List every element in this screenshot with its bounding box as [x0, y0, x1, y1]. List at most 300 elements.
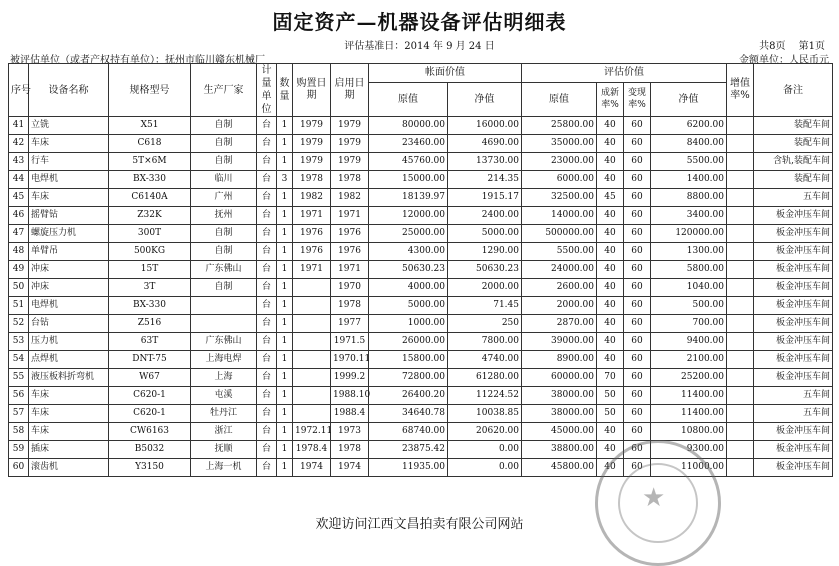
cell-unit: 台 [257, 243, 277, 261]
cell-e_orig: 35000.00 [522, 135, 597, 153]
cell-inc [727, 333, 754, 351]
cell-inc [727, 243, 754, 261]
col-eval-net: 净值 [651, 82, 727, 116]
cell-use: 1999.2 [331, 369, 369, 387]
cell-name: 车床 [29, 405, 109, 423]
cell-inc [727, 315, 754, 333]
cell-maker: 自制 [191, 135, 257, 153]
cell-unit: 台 [257, 261, 277, 279]
cell-b_orig: 26000.00 [369, 333, 448, 351]
cell-buy [293, 369, 331, 387]
cell-b_net: 0.00 [448, 441, 522, 459]
cell-chg: 60 [624, 153, 651, 171]
cell-name: 滚齿机 [29, 459, 109, 477]
cell-b_orig: 68740.00 [369, 423, 448, 441]
col-change-rate: 变现率% [624, 82, 651, 116]
cell-remark: 板金冲压车间 [754, 459, 833, 477]
cell-chg: 60 [624, 333, 651, 351]
cell-e_net: 700.00 [651, 315, 727, 333]
col-maker: 生产厂家 [191, 64, 257, 117]
col-book-value: 帐面价值 [369, 64, 522, 83]
cell-name: 电焊机 [29, 297, 109, 315]
cell-buy [293, 351, 331, 369]
cell-model: C618 [109, 135, 191, 153]
cell-e_net: 500.00 [651, 297, 727, 315]
cell-maker: 上海 [191, 369, 257, 387]
cell-remark: 板金冲压车间 [754, 261, 833, 279]
cell-name: 立铣 [29, 117, 109, 135]
cell-use: 1971 [331, 261, 369, 279]
cell-use: 1978 [331, 441, 369, 459]
cell-remark: 五车间 [754, 189, 833, 207]
cell-inc [727, 189, 754, 207]
cell-model: BX-330 [109, 297, 191, 315]
cell-use: 1988.10 [331, 387, 369, 405]
cell-b_net: 61280.00 [448, 369, 522, 387]
cell-remark: 装配车间 [754, 171, 833, 189]
cell-use: 1976 [331, 225, 369, 243]
cell-chg: 60 [624, 297, 651, 315]
cell-chg: 60 [624, 351, 651, 369]
cell-unit: 台 [257, 189, 277, 207]
cell-name: 车床 [29, 135, 109, 153]
cell-seq: 48 [9, 243, 29, 261]
cell-buy: 1979 [293, 153, 331, 171]
cell-new: 40 [597, 351, 624, 369]
table-row [9, 135, 833, 153]
cell-e_net: 2100.00 [651, 351, 727, 369]
cell-name: 插床 [29, 441, 109, 459]
cell-b_orig: 4000.00 [369, 279, 448, 297]
cell-name: 液压板料折弯机 [29, 369, 109, 387]
table-row [9, 297, 833, 315]
cell-e_orig: 24000.00 [522, 261, 597, 279]
cell-e_orig: 2870.00 [522, 315, 597, 333]
cell-qty: 1 [277, 297, 293, 315]
cell-use: 1970 [331, 279, 369, 297]
equipment-table [8, 63, 833, 477]
cell-buy: 1971 [293, 207, 331, 225]
cell-qty: 1 [277, 423, 293, 441]
cell-seq: 57 [9, 405, 29, 423]
cell-maker: 自制 [191, 117, 257, 135]
cell-new: 40 [597, 333, 624, 351]
cell-name: 压力机 [29, 333, 109, 351]
cell-maker: 自制 [191, 225, 257, 243]
cell-b_net: 1290.00 [448, 243, 522, 261]
cell-remark: 板金冲压车间 [754, 369, 833, 387]
table-row [9, 351, 833, 369]
cell-b_net: 13730.00 [448, 153, 522, 171]
cell-e_orig: 38000.00 [522, 387, 597, 405]
col-increase-rate: 增值率% [727, 64, 754, 117]
cell-model: C620-1 [109, 405, 191, 423]
cell-remark: 板金冲压车间 [754, 279, 833, 297]
cell-maker: 上海电焊 [191, 351, 257, 369]
cell-b_orig: 18139.97 [369, 189, 448, 207]
cell-unit: 台 [257, 369, 277, 387]
cell-e_net: 9400.00 [651, 333, 727, 351]
cell-new: 40 [597, 315, 624, 333]
col-book-net: 净值 [448, 82, 522, 116]
cell-seq: 43 [9, 153, 29, 171]
cell-unit: 台 [257, 279, 277, 297]
cell-new: 40 [597, 117, 624, 135]
cell-model: DNT-75 [109, 351, 191, 369]
cell-unit: 台 [257, 135, 277, 153]
col-seq: 序号 [9, 64, 29, 117]
cell-inc [727, 369, 754, 387]
cell-seq: 59 [9, 441, 29, 459]
cell-model: 3T [109, 279, 191, 297]
cell-seq: 50 [9, 279, 29, 297]
table-row [9, 225, 833, 243]
cell-b_net: 4740.00 [448, 351, 522, 369]
cell-qty: 1 [277, 405, 293, 423]
cell-maker [191, 315, 257, 333]
cell-remark: 含轨,装配车间 [754, 153, 833, 171]
cell-qty: 1 [277, 459, 293, 477]
cell-name: 冲床 [29, 261, 109, 279]
cell-new: 40 [597, 243, 624, 261]
cell-b_net: 250 [448, 315, 522, 333]
cell-seq: 49 [9, 261, 29, 279]
cell-e_orig: 14000.00 [522, 207, 597, 225]
cell-use: 1977 [331, 315, 369, 333]
cell-chg: 60 [624, 135, 651, 153]
col-buy-date: 购置日期 [293, 64, 331, 117]
table-row [9, 189, 833, 207]
cell-maker: 浙江 [191, 423, 257, 441]
cell-maker: 抚州 [191, 207, 257, 225]
cell-buy [293, 405, 331, 423]
cell-maker: 自制 [191, 279, 257, 297]
cell-e_net: 1400.00 [651, 171, 727, 189]
cell-model: Z516 [109, 315, 191, 333]
cell-model: Z32K [109, 207, 191, 225]
table-row [9, 423, 833, 441]
cell-chg: 60 [624, 315, 651, 333]
cell-chg: 60 [624, 189, 651, 207]
cell-remark: 板金冲压车间 [754, 225, 833, 243]
cell-chg: 60 [624, 423, 651, 441]
cell-qty: 1 [277, 333, 293, 351]
cell-use: 1978 [331, 171, 369, 189]
cell-inc [727, 297, 754, 315]
cell-seq: 53 [9, 333, 29, 351]
cell-model: BX-330 [109, 171, 191, 189]
cell-b_net: 11224.52 [448, 387, 522, 405]
cell-unit: 台 [257, 297, 277, 315]
cell-maker: 广州 [191, 189, 257, 207]
cell-new: 70 [597, 369, 624, 387]
cell-seq: 47 [9, 225, 29, 243]
cell-qty: 1 [277, 315, 293, 333]
cell-qty: 3 [277, 171, 293, 189]
cell-e_net: 8400.00 [651, 135, 727, 153]
cell-unit: 台 [257, 171, 277, 189]
table-row [9, 441, 833, 459]
cell-inc [727, 387, 754, 405]
col-use-date: 启用日期 [331, 64, 369, 117]
cell-b_orig: 45760.00 [369, 153, 448, 171]
cell-b_net: 10038.85 [448, 405, 522, 423]
cell-model: Y3150 [109, 459, 191, 477]
cell-new: 40 [597, 297, 624, 315]
cell-b_orig: 80000.00 [369, 117, 448, 135]
cell-b_net: 7800.00 [448, 333, 522, 351]
col-new-rate: 成新率% [597, 82, 624, 116]
cell-seq: 44 [9, 171, 29, 189]
cell-remark: 板金冲压车间 [754, 333, 833, 351]
cell-b_orig: 34640.78 [369, 405, 448, 423]
cell-seq: 51 [9, 297, 29, 315]
cell-qty: 1 [277, 279, 293, 297]
cell-maker [191, 297, 257, 315]
cell-e_orig: 38800.00 [522, 441, 597, 459]
cell-e_orig: 25800.00 [522, 117, 597, 135]
cell-chg: 60 [624, 207, 651, 225]
cell-seq: 42 [9, 135, 29, 153]
cell-inc [727, 171, 754, 189]
cell-seq: 60 [9, 459, 29, 477]
cell-use: 1982 [331, 189, 369, 207]
cell-chg: 60 [624, 243, 651, 261]
cell-inc [727, 351, 754, 369]
cell-chg: 60 [624, 117, 651, 135]
cell-maker: 自制 [191, 243, 257, 261]
col-eval-value: 评估价值 [522, 64, 727, 83]
cell-buy [293, 387, 331, 405]
footer-text: 欢迎访问江西文昌拍卖有限公司网站 [315, 517, 524, 532]
cell-unit: 台 [257, 459, 277, 477]
cell-buy: 1979 [293, 117, 331, 135]
cell-use: 1978 [331, 297, 369, 315]
cell-new: 40 [597, 153, 624, 171]
cell-qty: 1 [277, 369, 293, 387]
cell-qty: 1 [277, 135, 293, 153]
money-unit: 金额单位：人民币元 [739, 55, 829, 66]
cell-b_orig: 12000.00 [369, 207, 448, 225]
cell-buy: 1979 [293, 135, 331, 153]
cell-seq: 55 [9, 369, 29, 387]
cell-e_orig: 23000.00 [522, 153, 597, 171]
cell-inc [727, 423, 754, 441]
cell-chg: 60 [624, 369, 651, 387]
cell-qty: 1 [277, 153, 293, 171]
cell-seq: 52 [9, 315, 29, 333]
cell-remark: 板金冲压车间 [754, 297, 833, 315]
cell-name: 摇臂钻 [29, 207, 109, 225]
col-name: 设备名称 [29, 64, 109, 117]
cell-unit: 台 [257, 423, 277, 441]
cell-use: 1979 [331, 153, 369, 171]
cell-seq: 45 [9, 189, 29, 207]
cell-b_net: 2000.00 [448, 279, 522, 297]
cell-remark: 装配车间 [754, 135, 833, 153]
cell-e_net: 11400.00 [651, 387, 727, 405]
cell-name: 单臂吊 [29, 243, 109, 261]
official-seal: ★ [595, 440, 721, 566]
cell-e_net: 3400.00 [651, 207, 727, 225]
cell-inc [727, 279, 754, 297]
cell-unit: 台 [257, 351, 277, 369]
cell-b_net: 50630.23 [448, 261, 522, 279]
cell-model: 300T [109, 225, 191, 243]
col-qty: 数量 [277, 64, 293, 117]
cell-e_orig: 60000.00 [522, 369, 597, 387]
table-row [9, 369, 833, 387]
cell-e_orig: 2600.00 [522, 279, 597, 297]
cell-use: 1974 [331, 459, 369, 477]
cell-e_net: 1300.00 [651, 243, 727, 261]
cell-name: 车床 [29, 423, 109, 441]
cell-remark: 五车间 [754, 387, 833, 405]
cell-e_orig: 45000.00 [522, 423, 597, 441]
cell-inc [727, 441, 754, 459]
table-row [9, 279, 833, 297]
col-remark: 备注 [754, 64, 833, 117]
cell-unit: 台 [257, 405, 277, 423]
cell-qty: 1 [277, 225, 293, 243]
cell-chg: 60 [624, 441, 651, 459]
cell-qty: 1 [277, 243, 293, 261]
cell-model: C620-1 [109, 387, 191, 405]
cell-model: W67 [109, 369, 191, 387]
cell-remark: 板金冲压车间 [754, 207, 833, 225]
cell-seq: 54 [9, 351, 29, 369]
page-title: 固定资产—机器设备评估明细表 [272, 10, 567, 34]
cell-e_orig: 2000.00 [522, 297, 597, 315]
cell-b_net: 4690.00 [448, 135, 522, 153]
cell-buy [293, 333, 331, 351]
cell-seq: 46 [9, 207, 29, 225]
cell-remark: 板金冲压车间 [754, 351, 833, 369]
table-row [9, 333, 833, 351]
cell-b_net: 20620.00 [448, 423, 522, 441]
cell-model: 500KG [109, 243, 191, 261]
cell-e_orig: 5500.00 [522, 243, 597, 261]
cell-seq: 58 [9, 423, 29, 441]
cell-remark: 板金冲压车间 [754, 441, 833, 459]
cell-e_net: 5800.00 [651, 261, 727, 279]
table-row [9, 387, 833, 405]
cell-use: 1979 [331, 135, 369, 153]
cell-seq: 56 [9, 387, 29, 405]
cell-e_orig: 32500.00 [522, 189, 597, 207]
cell-name: 台钻 [29, 315, 109, 333]
cell-name: 车床 [29, 387, 109, 405]
cell-inc [727, 207, 754, 225]
cell-inc [727, 261, 754, 279]
evaluated-unit: 被评估单位（或者产权持有单位）：抚州市临川赣东机械厂 [10, 55, 265, 66]
cell-maker: 上海一机 [191, 459, 257, 477]
cell-buy: 1978.4 [293, 441, 331, 459]
cell-maker: 牡丹江 [191, 405, 257, 423]
cell-chg: 60 [624, 171, 651, 189]
table-row [9, 117, 833, 135]
col-book-original: 原值 [369, 82, 448, 116]
cell-buy: 1978 [293, 171, 331, 189]
cell-b_orig: 25000.00 [369, 225, 448, 243]
cell-chg: 60 [624, 459, 651, 477]
cell-qty: 1 [277, 189, 293, 207]
cell-e_net: 25200.00 [651, 369, 727, 387]
cell-buy: 1982 [293, 189, 331, 207]
col-model: 规格型号 [109, 64, 191, 117]
cell-e_orig: 6000.00 [522, 171, 597, 189]
cell-use: 1979 [331, 117, 369, 135]
cell-use: 1970.11 [331, 351, 369, 369]
cell-e_orig: 38000.00 [522, 405, 597, 423]
cell-b_orig: 11935.00 [369, 459, 448, 477]
cell-new: 40 [597, 135, 624, 153]
cell-buy: 1976 [293, 243, 331, 261]
cell-model: 15T [109, 261, 191, 279]
cell-name: 行车 [29, 153, 109, 171]
cell-maker: 广东佛山 [191, 261, 257, 279]
cell-seq: 41 [9, 117, 29, 135]
cell-maker: 屯溪 [191, 387, 257, 405]
cell-chg: 60 [624, 279, 651, 297]
table-row [9, 405, 833, 423]
cell-e_orig: 39000.00 [522, 333, 597, 351]
cell-new: 50 [597, 387, 624, 405]
cell-inc [727, 117, 754, 135]
cell-qty: 1 [277, 387, 293, 405]
cell-new: 40 [597, 459, 624, 477]
cell-b_net: 214.35 [448, 171, 522, 189]
table-row [9, 243, 833, 261]
table-body [9, 117, 833, 477]
cell-e_net: 6200.00 [651, 117, 727, 135]
cell-e_net: 11000.00 [651, 459, 727, 477]
cell-new: 40 [597, 261, 624, 279]
cell-b_orig: 23875.42 [369, 441, 448, 459]
cell-buy [293, 315, 331, 333]
cell-e_orig: 500000.00 [522, 225, 597, 243]
col-unit: 计量单位 [257, 64, 277, 117]
cell-model: C6140A [109, 189, 191, 207]
table-row [9, 171, 833, 189]
cell-chg: 60 [624, 261, 651, 279]
cell-b_net: 71.45 [448, 297, 522, 315]
cell-b_orig: 23460.00 [369, 135, 448, 153]
cell-name: 电焊机 [29, 171, 109, 189]
cell-e_net: 10800.00 [651, 423, 727, 441]
cell-inc [727, 135, 754, 153]
cell-b_net: 0.00 [448, 459, 522, 477]
cell-model: 63T [109, 333, 191, 351]
cell-new: 40 [597, 207, 624, 225]
cell-model: 5T×6M [109, 153, 191, 171]
cell-b_orig: 26400.20 [369, 387, 448, 405]
table-row [9, 315, 833, 333]
cell-e_net: 11400.00 [651, 405, 727, 423]
cell-remark: 五车间 [754, 405, 833, 423]
cell-e_net: 8800.00 [651, 189, 727, 207]
cell-new: 40 [597, 441, 624, 459]
cell-remark: 板金冲压车间 [754, 315, 833, 333]
cell-chg: 60 [624, 387, 651, 405]
cell-use: 1971.5 [331, 333, 369, 351]
cell-qty: 1 [277, 207, 293, 225]
col-eval-original: 原值 [522, 82, 597, 116]
cell-remark: 板金冲压车间 [754, 243, 833, 261]
table-row [9, 207, 833, 225]
cell-b_orig: 50630.23 [369, 261, 448, 279]
cell-buy [293, 279, 331, 297]
